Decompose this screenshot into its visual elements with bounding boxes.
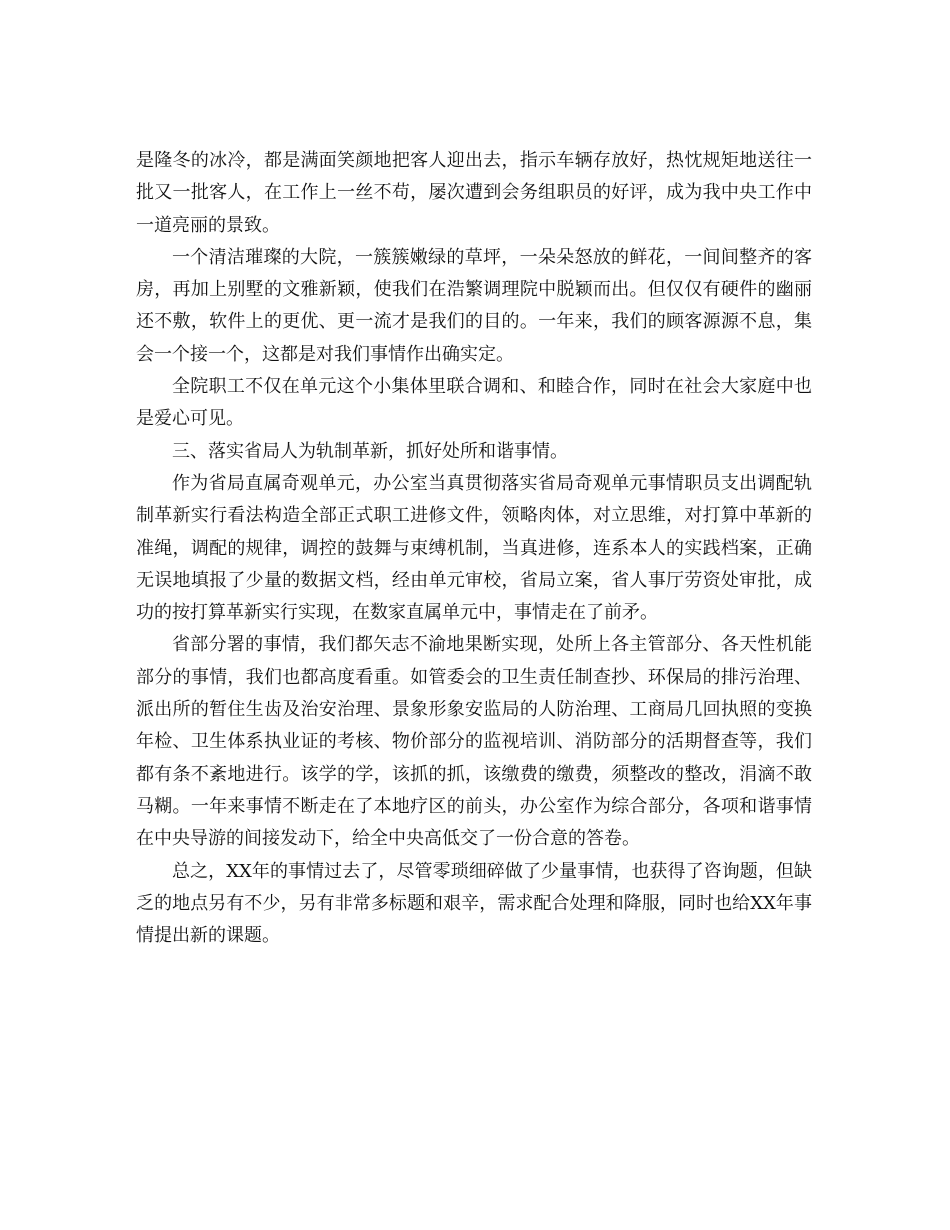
document-page [136, 145, 812, 952]
paragraph-staff-cooperation: 全院职工不仅在单元这个小集体里联合调和、和睦合作，同时在社会大家庭中也是爱心可见。 [136, 376, 812, 430]
paragraph-courtyard: 一个清洁璀璨的大院，一簇簇嫩绿的草坪，一朵朵怒放的鲜花，一间间整齐的客房，再加上别墅的文雅新颖，使我们在浩繁调理院中脱颖而出。但仅仅有硬件的幽丽还不敷，软件上的更优、更一流才是我们的目的。一年来，我们的顾客源源不息，集会一个接一个，这都是对我们事情作出确实定。 [136, 246, 812, 365]
paragraph-summary: 总之，XX年的事情过去了，尽管零琐细碎做了少量事情，也获得了咨询题，但缺乏的地点另有不少，另有非常多标题和艰辛，需求配合处理和降服，同时也给XX年事情提出新的课题。 [136, 860, 813, 947]
paragraph-reform: 作为省局直属奇观单元，办公室当真贯彻落实省局奇观单元事情职员支出调配轨制革新实行看法构造全部正式职工进修文件，领略肉体，对立思维，对打算中革新的准绳，调配的规律，调控的鼓舞与束缚机制，当真进修，连系本人的实践档案，正确无误地填报了少量的数据文档，经由单元审校，省局立案，省人事厅劳资处审批，成功的按打算革新实行实现，在数家直属单元中，事情走在了前矛。 [136, 472, 812, 624]
section-heading-three: 三、落实省局人为轨制革新，抓好处所和谐事情。 [172, 440, 568, 462]
paragraph-local-work: 省部分署的事情，我们都矢志不渝地果断实现，处所上各主管部分、各天性机能部分的事情，我们也都高度看重。如管委会的卫生责任制查抄、环保局的排污治理、派出所的暂住生齿及治安治理、景象形象安监局的人防治理、工商局几回执照的变换年检、卫生体系执业证的考核、物价部分的监视培训、消防部分的活期督查等，我们都有条不紊地进行。该学的学，该抓的抓，该缴费的缴费，须整改的整改，涓滴不敢马糊。一年来事情不断走在了本地疗区的前头，办公室作为综合部分，各项和谐事情在中央导游的间接发动下，给全中央高低交了一份合意的答卷。 [136, 634, 812, 850]
paragraph-continuation: 是隆冬的冰冷，都是满面笑颜地把客人迎出去，指示车辆存放好，热忱规矩地送往一批又一批客人，在工作上一丝不苟，屡次遭到会务组职员的好评，成为我中央工作中一道亮丽的景致。 [136, 150, 812, 236]
